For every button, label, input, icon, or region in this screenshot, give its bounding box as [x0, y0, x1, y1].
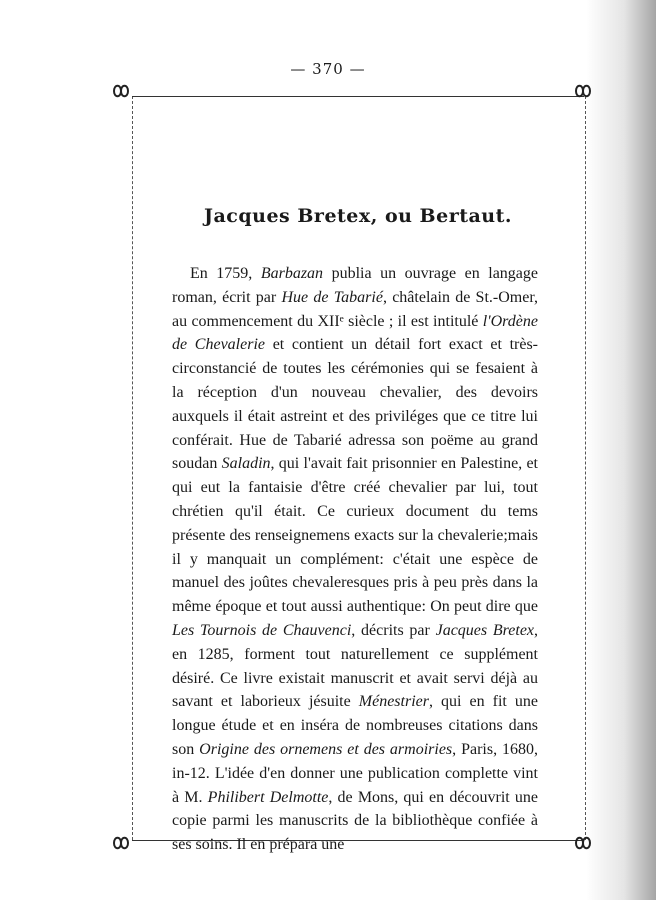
text-segment: , de Mons, qui en découvrit une copie parmi les manuscrits de la bibliothèque confiée à ses soins. Il en prépara une — [172, 788, 539, 854]
text-segment: , décrits par — [351, 621, 436, 639]
text-segment: et contient un détail fort exact et très-circonstancié de toutes les cérémonies qui se fesaient à la réception d'un nouveau chevalier, des devoirs auxquels il était astreint et des priviléges que ce titre lui conférait. Hue de Tabarié adressa son poëme au grand soudan — [172, 336, 539, 473]
text-segment: En 1759, — [190, 265, 261, 282]
ornament-top-right-icon — [572, 80, 594, 102]
text-segment-italic: Ménestrier — [358, 693, 429, 711]
text-segment-italic: Saladin — [221, 455, 271, 473]
text-segment-italic: Origine des ornemens et des armoiries — [199, 740, 453, 758]
text-segment: , qui l'avait fait prisonnier en Palestine, et qui eut la fantaisie d'être créé chevalier par lui, tout chrétien qu'il était. Ce curieux document du tems présente des renseignemens exacts sur la chevalerie;mais il y manquait un complément: c'était une espèce de manuel des joûtes chevaleresques pris à peu près dans la même époque et tout aussi authentique: On peut dire que — [172, 455, 539, 616]
ornament-bottom-right-icon — [572, 832, 594, 854]
text-segment: , châtelain de St.-Omer, au commencement du XIIᵉ siècle ; il est intitulé — [172, 288, 539, 330]
text-segment: publia un ouvrage en langage roman, écrit par — [172, 265, 538, 306]
ornament-top-left-icon — [110, 80, 132, 102]
text-segment-italic: Hue de Tabarié — [281, 288, 383, 306]
text-segment-italic: Les Tournois de Chauvenci — [172, 621, 352, 639]
text-segment-italic: Philibert Delmotte — [207, 788, 329, 806]
page-edge-shadow — [586, 0, 656, 900]
ornament-bottom-left-icon — [110, 832, 132, 854]
body-paragraph — [172, 262, 538, 857]
chapter-title: Jacques Bretex, ou Bertaut. — [204, 205, 512, 227]
page-number: — 370 — — [290, 60, 366, 78]
body-text — [172, 262, 538, 857]
text-segment-italic: Barbazan — [260, 265, 324, 282]
text-segment: , qui en fit une longue étude et en inséra de nombreuses citations dans son — [172, 693, 538, 758]
text-segment: , en 1285, forment tout naturellement ce supplément désiré. Ce livre existait manuscrit et avait servi déjà au savant et laborieux jésuite — [172, 621, 539, 711]
frame-top-rule — [132, 96, 584, 97]
text-segment-italic: l'Ordène de Chevalerie — [172, 312, 538, 354]
text-segment: , Paris, 1680, in-12. L'idée d'en donner une publication complette vint à M. — [172, 740, 539, 806]
text-segment-italic: Jacques Bretex — [435, 621, 535, 639]
